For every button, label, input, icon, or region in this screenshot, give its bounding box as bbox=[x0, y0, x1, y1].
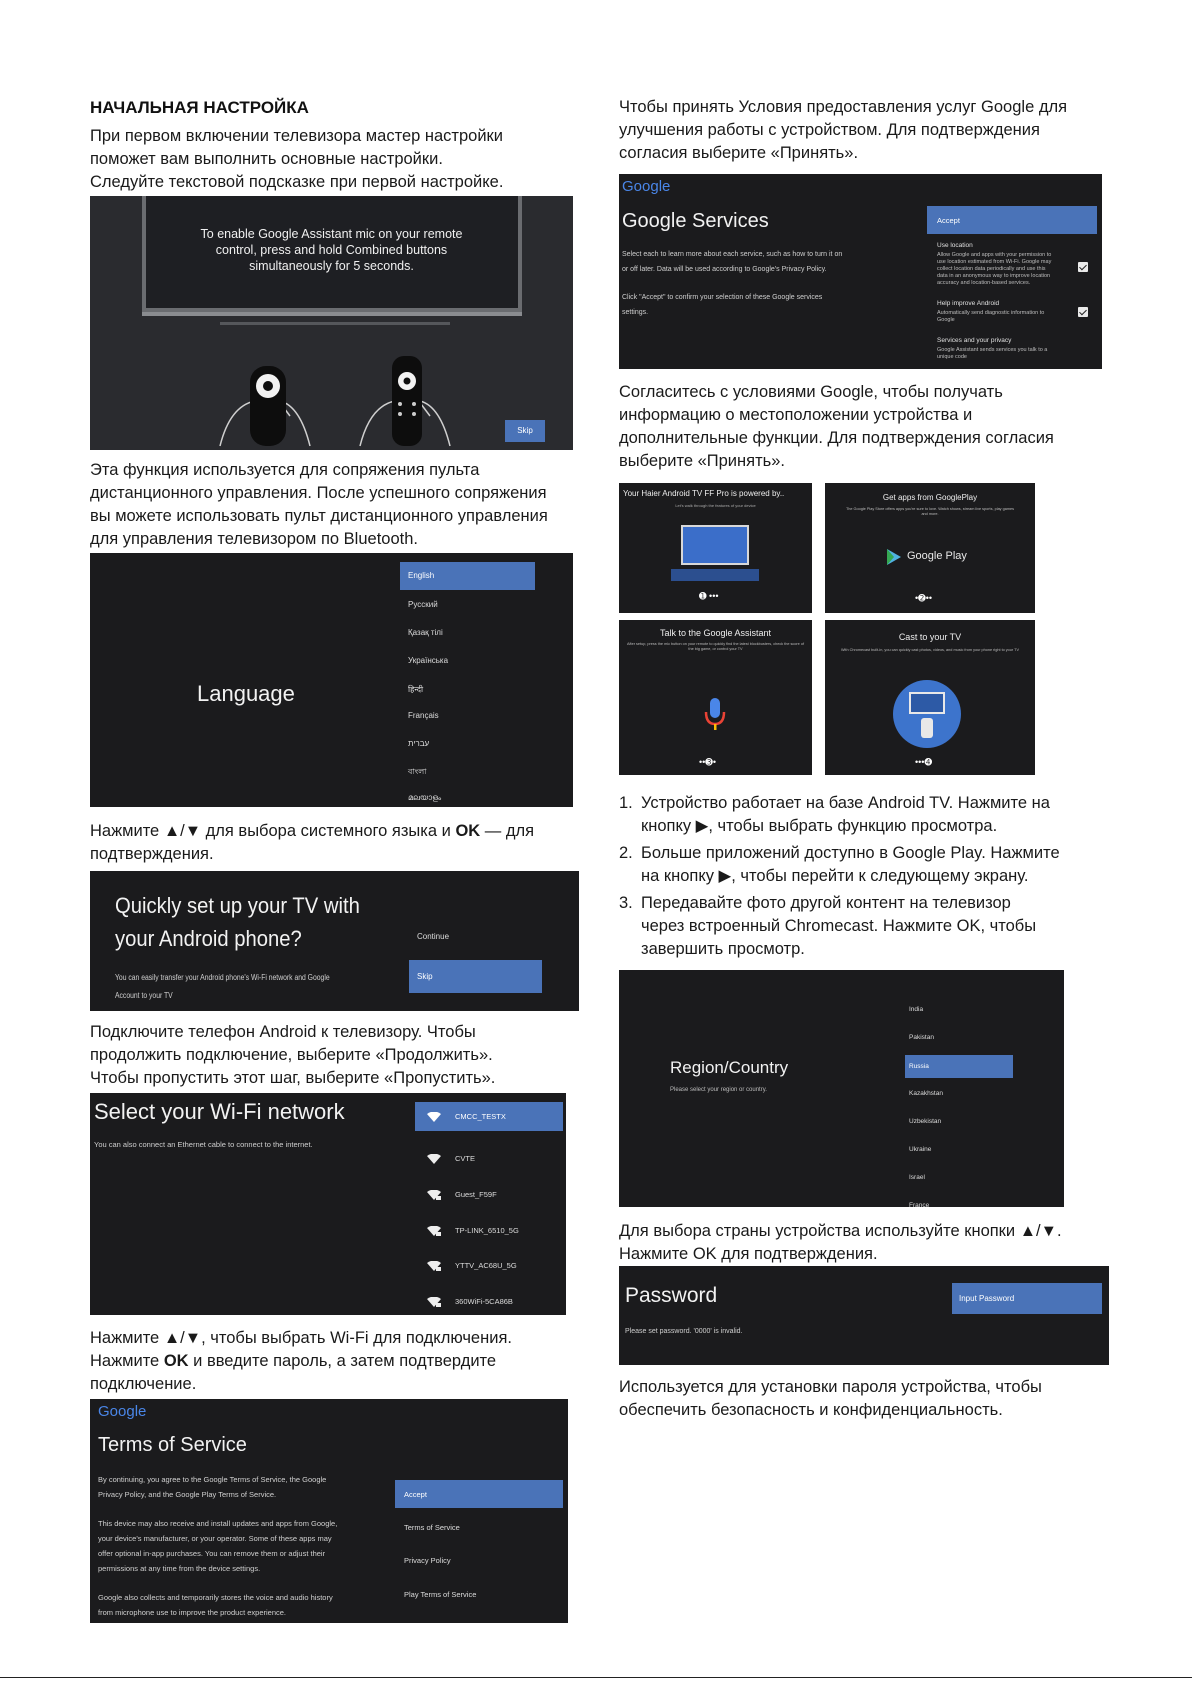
accept-button[interactable] bbox=[927, 206, 1097, 234]
privacy-label: Services and your privacy bbox=[937, 337, 1012, 344]
language-title: Language bbox=[197, 681, 295, 706]
paragraph-line: дистанционного управления. После успешного сопряжения bbox=[90, 484, 547, 502]
paragraph-line: выберите «Принять». bbox=[619, 452, 785, 470]
section-heading: НАЧАЛЬНАЯ НАСТРОЙКА bbox=[90, 98, 309, 117]
list-line: на кнопку ▶, чтобы перейти к следующему экрану. bbox=[641, 867, 1029, 885]
paragraph-line: подключение. bbox=[90, 1375, 197, 1393]
pager-dots-icon: ➊ ••• bbox=[699, 591, 719, 601]
wifi-title: Select your Wi-Fi network bbox=[94, 1099, 345, 1124]
android-tv-tile bbox=[619, 483, 812, 613]
paragraph-line: Нажмите OK для подтверждения. bbox=[619, 1245, 878, 1263]
accept-button[interactable] bbox=[395, 1480, 563, 1508]
privacy-description bbox=[937, 347, 1047, 361]
language-item[interactable]: Français bbox=[408, 711, 439, 720]
accept-label: Accept bbox=[404, 1490, 427, 1499]
region-label: Russia bbox=[909, 1063, 929, 1070]
tv-icon bbox=[681, 525, 749, 565]
tile-title: Get apps from GooglePlay bbox=[882, 493, 978, 502]
paragraph-line: Нажмите ▲/▼, чтобы выбрать Wi-Fi для подключения. bbox=[90, 1329, 512, 1347]
terms-line: This device may also receive and install updates and apps from Google, bbox=[98, 1519, 338, 1528]
desc-line: data in an anonymous way to improve location bbox=[937, 273, 1051, 279]
continue-option[interactable]: Continue bbox=[417, 932, 450, 941]
list-item bbox=[619, 892, 1099, 961]
title-line: Quickly set up your TV with bbox=[115, 893, 360, 918]
cast-tile bbox=[825, 620, 1035, 775]
wifi-subtitle: You can also connect an Ethernet cable to connect to the internet. bbox=[94, 1140, 313, 1149]
tile-title: Cast to your TV bbox=[898, 632, 962, 642]
subtitle-line: Account to your TV bbox=[115, 991, 173, 1000]
pairing-paragraph bbox=[90, 459, 548, 551]
help-improve-description bbox=[937, 310, 1044, 324]
skip-label: Skip bbox=[417, 972, 433, 981]
language-label: English bbox=[408, 571, 435, 580]
network-name: TP-LINK_6510_5G bbox=[455, 1226, 519, 1235]
paragraph-line: вы можете использовать пульт дистанционного управления bbox=[90, 507, 548, 525]
assistant-tile bbox=[619, 620, 812, 775]
language-paragraph bbox=[90, 820, 534, 866]
input-password-label: Input Password bbox=[959, 1294, 1015, 1303]
password-paragraph bbox=[619, 1376, 1042, 1422]
list-line: Устройство работает на базе Android TV. Нажмите на bbox=[641, 794, 1050, 812]
password-subtitle: Please set password. '0000' is invalid. bbox=[625, 1328, 743, 1335]
paragraph-line: Чтобы пропустить этот шаг, выберите «Пропустить». bbox=[90, 1069, 496, 1087]
wifi-network-selected[interactable] bbox=[415, 1102, 563, 1131]
wifi-paragraph bbox=[90, 1327, 512, 1396]
wifi-icon bbox=[427, 1154, 441, 1164]
terms-line: Privacy Policy, and the Google Play Terms of Service. bbox=[98, 1490, 277, 1499]
text-part: Нажмите ▲/▼ для выбора системного языка и bbox=[90, 822, 456, 840]
phone-icon bbox=[921, 718, 933, 738]
tile-subtitle: Let's walk through the features of your device bbox=[675, 503, 756, 508]
password-title: Password bbox=[625, 1284, 718, 1307]
language-item-selected[interactable] bbox=[400, 562, 535, 590]
paragraph-line: Чтобы принять Условия предоставления услуг Google для bbox=[619, 98, 1068, 116]
terms-line: By continuing, you agree to the Google Terms of Service, the Google bbox=[98, 1475, 327, 1484]
list-number: 1. bbox=[619, 794, 633, 812]
network-name: CVTE bbox=[455, 1154, 476, 1163]
services-paragraph bbox=[622, 290, 822, 320]
region-item[interactable]: Kazakhstan bbox=[909, 1090, 943, 1097]
wifi-network-item[interactable] bbox=[427, 1294, 566, 1310]
region-screenshot bbox=[619, 970, 1064, 1207]
region-item[interactable]: Ukraine bbox=[909, 1146, 932, 1153]
title-line: your Android phone? bbox=[115, 926, 302, 951]
tile-subtitle: The Google Play Store offers apps you're sure to love. Watch shows, stream live sports, play games and more. bbox=[845, 507, 1015, 516]
intro-line: поможет вам выполнить основные настройки. bbox=[90, 150, 443, 168]
quick-setup-subtitle bbox=[115, 969, 330, 1005]
wifi-network-item[interactable] bbox=[427, 1187, 566, 1203]
desc-line: Google bbox=[937, 317, 955, 323]
paragraph-line: Используется для установки пароля устройства, чтобы bbox=[619, 1378, 1042, 1396]
remote-pairing-screenshot bbox=[90, 196, 573, 450]
network-name: YTTV_AC68U_5G bbox=[455, 1261, 517, 1270]
list-item bbox=[619, 842, 1099, 888]
paragraph-line bbox=[90, 1350, 512, 1373]
region-paragraph bbox=[619, 1220, 1062, 1266]
paragraph-line: подтверждения. bbox=[90, 845, 214, 863]
region-subtitle: Please select your region or country. bbox=[670, 1087, 767, 1093]
tv-stand-icon bbox=[671, 569, 759, 581]
desc-line: use location estimated from Wi-Fi. Google may bbox=[937, 259, 1052, 265]
cast-illustration bbox=[893, 680, 961, 748]
wifi-network-item[interactable] bbox=[427, 1258, 566, 1274]
tv-icon bbox=[909, 692, 945, 714]
password-screenshot bbox=[619, 1266, 1109, 1365]
terms-line: Google also collects and temporarily stores the voice and audio history bbox=[98, 1593, 333, 1602]
wifi-lock-icon bbox=[427, 1297, 441, 1307]
wifi-icon bbox=[427, 1112, 441, 1122]
desc-line: accuracy and location-based services. bbox=[937, 280, 1031, 286]
google-play-tile bbox=[825, 483, 1035, 613]
region-item[interactable]: India bbox=[909, 1006, 924, 1013]
wifi-lock-icon bbox=[427, 1261, 441, 1271]
paragraph-line: для управления телевизором по Bluetooth. bbox=[90, 530, 418, 548]
instruction-line: To enable Google Assistant mic on your remote bbox=[200, 227, 463, 241]
list-line: кнопку ▶, чтобы выбрать функцию просмотра. bbox=[641, 817, 998, 835]
list-line: через встроенный Chromecast. Нажмите OK, чтобы bbox=[641, 917, 1037, 935]
list-number: 2. bbox=[619, 844, 633, 862]
paragraph-line: информацию о местоположении устройства и bbox=[619, 406, 973, 424]
subtitle-line: You can easily transfer your Android phone's Wi-Fi network and Google bbox=[115, 973, 330, 982]
remote-instruction-text bbox=[90, 226, 573, 274]
language-item[interactable]: हिन्दी bbox=[408, 685, 424, 694]
play-terms-link[interactable]: Play Terms of Service bbox=[404, 1590, 477, 1599]
paragraph-line bbox=[90, 820, 534, 843]
skip-option[interactable] bbox=[409, 960, 542, 993]
quick-setup-title bbox=[115, 889, 360, 955]
help-improve-label: Help improve Android bbox=[937, 300, 1000, 307]
services-line: Select each to learn more about each service, such as how to turn it on bbox=[622, 251, 843, 258]
tile-subtitle: With Chromecast built-in, you can quickly cast photos, videos, and music from your phone right to your TV bbox=[840, 648, 1020, 652]
terms-paragraph bbox=[98, 1516, 337, 1576]
location-paragraph bbox=[619, 381, 1054, 473]
wifi-screenshot bbox=[90, 1093, 566, 1315]
list-line: Больше приложений доступно в Google Play. Нажмите bbox=[641, 844, 1060, 862]
tv-base bbox=[220, 322, 450, 325]
terms-line: from microphone use to improve the product experience. bbox=[98, 1608, 287, 1617]
text-part: и введите пароль, а затем подтвердите bbox=[188, 1352, 497, 1370]
google-logo: Google bbox=[622, 178, 671, 195]
instruction-line: control, press and hold Combined buttons bbox=[215, 243, 448, 257]
quick-setup-screenshot bbox=[90, 871, 579, 1011]
language-screenshot bbox=[90, 553, 573, 807]
tile-title: Talk to the Google Assistant bbox=[659, 628, 772, 638]
network-name: 360WiFi-5CA86B bbox=[455, 1297, 513, 1306]
accept-label: Accept bbox=[937, 216, 960, 225]
paragraph-line: дополнительные функции. Для подтверждения согласия bbox=[619, 429, 1054, 447]
google-play-icon bbox=[887, 549, 901, 565]
paragraph-line: улучшения работы с устройством. Для подтверждения bbox=[619, 121, 1040, 139]
terms-paragraph bbox=[98, 1590, 333, 1620]
region-title: Region/Country bbox=[670, 1058, 789, 1077]
google-play-logo: Google Play bbox=[907, 550, 967, 562]
language-item[interactable]: മലയാളം bbox=[408, 793, 442, 802]
android-paragraph bbox=[90, 1021, 495, 1090]
wifi-network-item[interactable] bbox=[427, 1151, 566, 1167]
terms-paragraph bbox=[98, 1472, 326, 1502]
terms-line: permissions at any time from the device settings. bbox=[98, 1564, 261, 1573]
terms-line: offer optional in-app purchases. You can remove them or adjust their bbox=[98, 1549, 326, 1558]
region-item[interactable]: France bbox=[909, 1202, 930, 1207]
services-line: settings. bbox=[622, 309, 649, 316]
intro-line: Следуйте текстовой подсказке при первой настройке. bbox=[90, 173, 504, 191]
use-location-description bbox=[937, 252, 1051, 287]
desc-line: Automatically send diagnostic information to bbox=[937, 310, 1045, 316]
paragraph-line: Подключите телефон Android к телевизору. Чтобы bbox=[90, 1023, 476, 1041]
language-item[interactable]: עברית bbox=[408, 739, 430, 748]
wifi-network-item[interactable] bbox=[427, 1223, 566, 1239]
region-item[interactable]: Israel bbox=[909, 1174, 925, 1181]
paragraph-line: согласия выберите «Принять». bbox=[619, 144, 859, 162]
instruction-line: simultaneously for 5 seconds. bbox=[249, 259, 414, 273]
steps-list bbox=[619, 792, 1099, 961]
language-item[interactable]: Русский bbox=[408, 600, 438, 609]
use-location-checkbox[interactable] bbox=[1078, 262, 1088, 272]
intro-paragraph bbox=[90, 125, 503, 194]
page-bottom-rule bbox=[0, 1677, 1192, 1678]
region-item-selected[interactable] bbox=[905, 1055, 1013, 1078]
intro-line: При первом включении телевизора мастер настройки bbox=[90, 127, 503, 145]
region-item[interactable]: Pakistan bbox=[909, 1034, 934, 1041]
google-services-screenshot bbox=[619, 174, 1102, 369]
input-password-button[interactable] bbox=[952, 1283, 1102, 1314]
desc-line: Google Assistant sends services you talk to a bbox=[937, 347, 1048, 353]
tile-title: Your Haier Android TV FF Pro is powered by.. bbox=[623, 489, 785, 498]
pager-dots-icon: •➋•• bbox=[915, 593, 932, 603]
text-part: — для bbox=[480, 822, 535, 840]
services-line: Click "Accept" to confirm your selection of these Google services bbox=[622, 294, 823, 301]
google-terms-paragraph bbox=[619, 96, 1067, 165]
text-part: Нажмите bbox=[90, 1352, 164, 1370]
microphone-icon bbox=[704, 698, 726, 730]
desc-line: collect location data periodically and use this bbox=[937, 266, 1046, 272]
region-item[interactable]: Uzbekistan bbox=[909, 1118, 942, 1125]
terms-line: your device's manufacturer, or your operator. Some of these apps may bbox=[98, 1534, 332, 1543]
network-name: CMCC_TESTX bbox=[455, 1112, 506, 1121]
paragraph-line: Согласитесь с условиями Google, чтобы получать bbox=[619, 383, 1003, 401]
list-line: завершить просмотр. bbox=[641, 940, 805, 958]
list-line: Передавайте фото другой контент на телевизор bbox=[641, 894, 1011, 912]
use-location-label: Use location bbox=[937, 242, 973, 249]
paragraph-line: Для выбора страны устройства используйте кнопки ▲/▼. bbox=[619, 1222, 1062, 1240]
wifi-lock-icon bbox=[427, 1190, 441, 1200]
network-name: Guest_F59F bbox=[455, 1190, 497, 1199]
services-line: or off later. Data will be used according to Google's Privacy Policy. bbox=[622, 266, 827, 273]
list-item bbox=[619, 792, 1099, 838]
services-paragraph bbox=[622, 247, 842, 277]
terms-title: Terms of Service bbox=[98, 1434, 247, 1456]
pager-dots-icon: ••➌• bbox=[699, 757, 716, 767]
tile-subtitle: After setup, press the mic button on your remote to quickly find the latest blockbusters, check the score of the big game, or control your TV bbox=[626, 642, 805, 651]
terms-of-service-link[interactable]: Terms of Service bbox=[404, 1523, 460, 1532]
google-services-title: Google Services bbox=[622, 210, 769, 232]
paragraph-line: продолжить подключение, выберите «Продолжить». bbox=[90, 1046, 493, 1064]
list-number: 3. bbox=[619, 894, 633, 912]
pager-dots-icon: •••➍ bbox=[915, 757, 932, 767]
ok-key: OK bbox=[455, 822, 481, 840]
paragraph-line: Эта функция используется для сопряжения пульта bbox=[90, 461, 480, 479]
paragraph-line: обеспечить безопасность и конфиденциальность. bbox=[619, 1401, 1003, 1419]
desc-line: Allow Google and apps with your permission to bbox=[937, 252, 1052, 258]
google-logo: Google bbox=[98, 1403, 147, 1420]
language-item[interactable]: Қазақ тілі bbox=[408, 628, 443, 637]
remote-hands-illustration bbox=[200, 346, 460, 450]
ok-key: OK bbox=[163, 1352, 189, 1370]
language-item[interactable]: বাংলা bbox=[408, 767, 427, 776]
wifi-lock-icon bbox=[427, 1226, 441, 1236]
desc-line: unique code bbox=[937, 354, 967, 360]
language-item[interactable]: Українська bbox=[408, 656, 449, 665]
privacy-policy-link[interactable]: Privacy Policy bbox=[404, 1556, 451, 1565]
skip-button[interactable]: Skip bbox=[505, 420, 545, 442]
terms-screenshot bbox=[90, 1399, 568, 1623]
tv-stand bbox=[142, 312, 522, 316]
help-improve-checkbox[interactable] bbox=[1078, 307, 1088, 317]
